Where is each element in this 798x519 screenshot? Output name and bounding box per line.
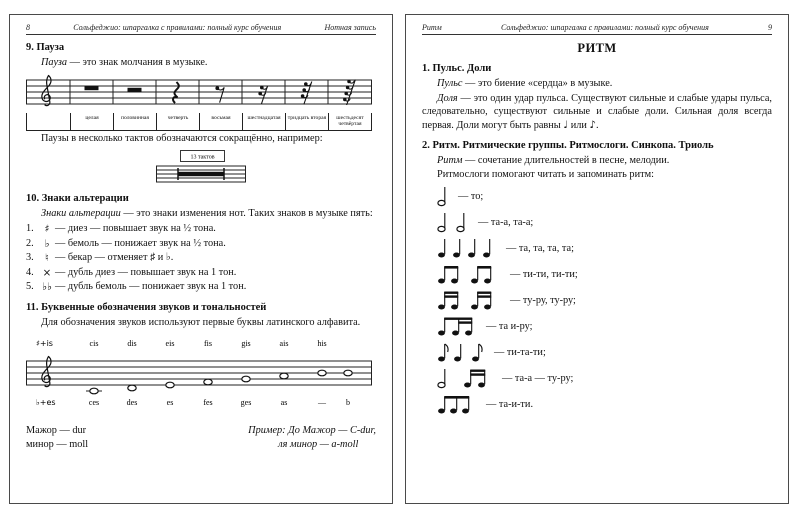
pause-definition: Пауза — это знак молчания в музыке. (41, 57, 208, 68)
half-note-and-two-sixteenths-icon (436, 366, 494, 390)
page-number: 8 (26, 23, 30, 32)
minor-label: минор — moll (26, 438, 89, 450)
tonality-example: Пример: До Мажор — C-dur, ля минор — a-moll (248, 424, 376, 450)
chapter-title: Ритм (422, 23, 442, 32)
note-name: eis (165, 338, 175, 348)
half-note-icon (436, 184, 450, 208)
two-half-notes-icon (436, 210, 470, 234)
rest-label: шестнадцатая (243, 113, 286, 130)
pulse-definition: Пульс — это биение «сердца» в музыке. (437, 78, 613, 89)
multibar-rest-figure (156, 150, 246, 186)
left-page-header (26, 23, 376, 35)
rest-label: четверть (157, 113, 200, 130)
rhythm-item: — та-а, та-а; (436, 210, 772, 234)
flat-icon: ♭ (44, 237, 50, 250)
section-2-heading: 2. Ритм. Ритмические группы. Ритмослоги. Синкопа. Триоль (422, 139, 714, 151)
section-11-heading: 11. Буквенные обозначения звуков и тональностей (26, 301, 267, 313)
rhythm-syllables-intro: Ритмослоги помогают читать и запоминать ритм: (437, 169, 654, 181)
rhythm-item: — ту-ру, ту-ру; (436, 288, 772, 312)
letters-intro: Для обозначения звуков используют первые буквы латинского алфавита. (41, 316, 361, 328)
page-number: 9 (768, 23, 772, 32)
running-title: Сольфеджио: шпаргалка с правилами: полный курс обучения (73, 23, 282, 32)
scale-notes (86, 370, 352, 394)
rhythm-item: — ти-ти, ти-ти; (436, 262, 772, 286)
four-quarter-notes-icon (436, 236, 498, 260)
rhythm-item: — то; (436, 184, 772, 208)
rest-label: половинная (114, 113, 157, 130)
double-sharp-icon: × (42, 266, 52, 279)
major-label: Мажор — dur (26, 424, 87, 436)
chapter-title: Нотная запись (324, 23, 376, 32)
note-name: his (317, 338, 327, 348)
sixteenth-rest-icon (258, 85, 267, 103)
alteration-list (26, 222, 376, 295)
eighth-note-glyph: ♪ (589, 119, 597, 132)
half-rest-icon (128, 87, 142, 91)
rhythm-item: — ти-та-ти; (436, 340, 772, 364)
section-9-heading: 9. Пауза (26, 42, 65, 53)
three-beamed-eighths-icon (436, 392, 478, 416)
multibar-sentence: Паузы в несколько тактов обозначаются сокращённо, например: (41, 132, 323, 144)
note-name: — (318, 397, 326, 407)
rest-label: целая (71, 113, 114, 130)
two-sixteenth-groups-icon (436, 288, 502, 312)
rhythm-definition: Ритм — сочетание длительностей в песне, мелодии. (437, 154, 670, 166)
alteration-definition: Знаки альтерации — это знаки изменения нот. Таких знаков в музыке пять: (41, 208, 373, 220)
note-name: ais (279, 338, 289, 348)
right-page-header (422, 23, 772, 35)
rhythm-item: — та, та, та, та; (436, 236, 772, 260)
rhythm-item: — та-и-ти. (436, 392, 772, 416)
rest-label: шестьдесят четвёртая (336, 114, 364, 128)
flat-suffix-label: ♭+es (36, 397, 56, 407)
alteration-item: 2. ♭ — бемоль — понижает звук на ½ тона. (26, 237, 226, 250)
section-1-heading: 1. Пульс. Доли (422, 63, 492, 74)
rhythm-list (422, 184, 772, 416)
rest-label-spacer (27, 113, 71, 130)
syncopation-icon (436, 340, 486, 364)
page-title: РИТМ (577, 41, 617, 55)
thirtysecond-rest-icon (301, 81, 312, 104)
sharp-icon: ♯ (44, 222, 50, 235)
two-eighth-pairs-icon (436, 262, 502, 286)
note-name: ges (240, 397, 252, 407)
alteration-item: 5. ♭♭ — дубль бемоль — понижает звук на 1 тон. (26, 281, 247, 294)
double-flat-icon: ♭♭ (42, 281, 52, 294)
left-page (9, 14, 393, 504)
alteration-item: 4. × — дубль диез — повышает звук на 1 тон. (26, 266, 237, 279)
letters-staff (26, 333, 372, 413)
rests-staff (26, 74, 372, 108)
sharp-suffix-label: ♯+is (36, 338, 53, 348)
major-minor-labels (26, 424, 88, 452)
rests-figure (26, 74, 376, 131)
tonality-block (26, 424, 376, 452)
note-name: fis (204, 338, 212, 348)
note-name: dis (127, 338, 137, 348)
note-name: ces (88, 397, 100, 407)
alteration-item: 1. ♯ — диез — повышает звук на ½ тона. (26, 222, 216, 235)
natural-icon: ♮ (45, 252, 49, 265)
note-name: gis (241, 338, 251, 348)
running-title: Сольфеджио: шпаргалка с правилами: полный курс обучения (500, 23, 709, 32)
eighth-and-two-sixteenths-icon (436, 314, 478, 338)
eighth-rest-icon (215, 86, 224, 102)
quarter-note-glyph: ♩ (563, 119, 569, 132)
dolya-definition: Доля — это один удар пульса. Существуют сильные и слабые удары пульса, следовательно, существуют сильные и слабые доли. Сильная доля всегда первая. Доли могут быть равны ♩ или ♪. (422, 92, 772, 132)
rest-labels-row (26, 113, 372, 131)
rhythm-item: — та-а — ту-ру; (436, 366, 772, 390)
note-name: fes (203, 397, 213, 407)
section-10-heading: 10. Знаки альтерации (26, 193, 129, 205)
alteration-item: 3. ♮ — бекар — отменяет ♯ и ♭. (26, 252, 174, 265)
note-name: as (280, 397, 288, 407)
note-name: b (346, 397, 350, 407)
right-page (405, 14, 789, 504)
note-name: cis (89, 338, 99, 348)
whole-rest-icon (85, 86, 99, 90)
note-name: es (166, 397, 174, 407)
rest-label: тридцать вторая (286, 113, 329, 130)
rhythm-item: — та и-ру; (436, 314, 772, 338)
rest-label: восьмая (200, 113, 243, 130)
multibar-label: 13 тактов (190, 154, 215, 161)
note-name: des (126, 397, 138, 407)
